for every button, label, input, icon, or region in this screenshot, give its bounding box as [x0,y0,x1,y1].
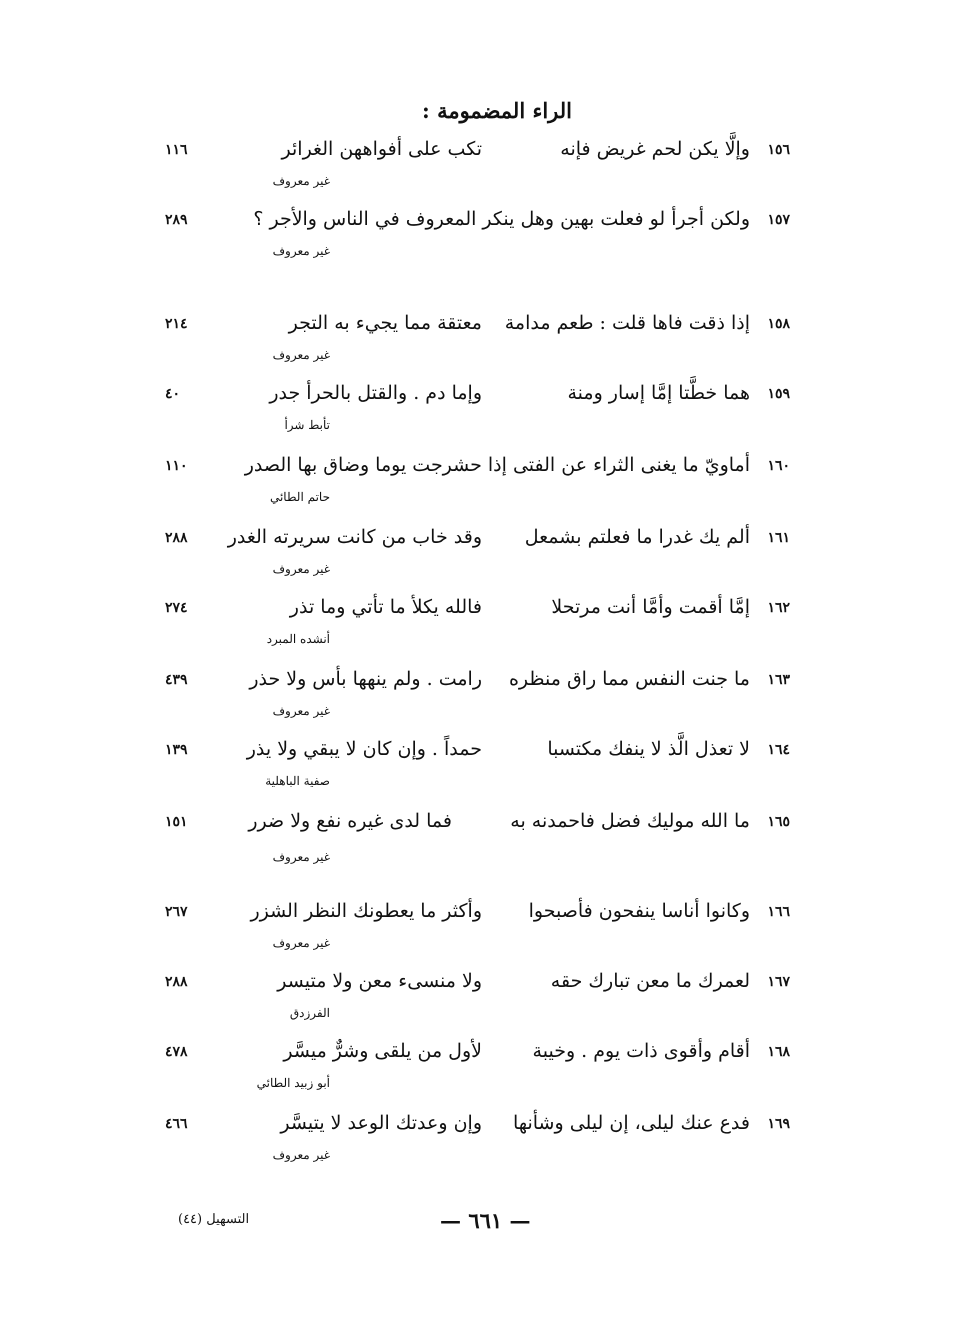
poet-attribution: غير معروف [272,704,330,718]
verse-entry [0,810,962,864]
verse-first-hemistich: لعمرك ما معن تبارك حقه [550,970,750,992]
verse-first-hemistich: وإلَّا يكن لحم غريض فإنه [560,138,750,160]
page-reference: ٤٦٦ [165,1116,188,1132]
verse-entry [0,738,962,788]
verse-number: ١٦٤ [767,742,790,758]
verse-number: ١٦٥ [767,814,790,830]
verse-number: ١٥٧ [767,212,790,228]
verse-first-hemistich: لا تعذل الَّذ لا ينفك مكتسبا [547,738,750,760]
verse-second-hemistich: معتقة مما يجيء به التجر [288,312,482,334]
verse-second-hemistich: وأكثر ما يعطونك النظر الشزر [250,900,482,922]
verse-first-hemistich: وكانوا أناسا ينفحون فأصبحوا [528,900,750,922]
poet-attribution: الفرزدق [289,1006,330,1020]
verse-first-hemistich: فدع عنك ليلى، إن ليلى وشأنها [512,1112,750,1134]
page-reference: ١١٦ [165,142,188,158]
verse-number: ١٦٧ [767,974,790,990]
verse-entry [0,526,962,576]
verse-entry [0,208,962,258]
verse-number: ١٥٩ [767,386,790,402]
page-reference: ٢٨٨ [165,974,188,990]
verse-second-hemistich: حمداً . وإن كان لا يبقي ولا يذر [246,738,482,760]
verse-number: ١٦٨ [767,1044,790,1060]
verse-entry [0,312,962,362]
poet-attribution: غير معروف [272,1148,330,1162]
poet-attribution: صفية الباهلية [265,774,330,788]
verse-second-hemistich: لأول من يلقى وشرٌّ ميسَّر [283,1040,482,1062]
verse-entry [0,454,962,504]
verse-second-hemistich: فما لدى غيره نفع ولا ضرر [248,810,452,832]
verse-entry [0,138,962,188]
verse-second-hemistich: فالله يكلأ ما تأتي وما تذر [289,596,482,618]
page-reference: ٢٨٨ [165,530,188,546]
verse-first-hemistich: إذا ذقت فاها قلت : طعم مدامة [504,312,750,334]
page-reference: ٤٧٨ [165,1044,188,1060]
poet-attribution: غير معروف [272,850,330,864]
verse-entry [0,1112,962,1162]
page-reference: ٢٨٩ [165,212,188,228]
verse-second-hemistich: تكب على أفواههن الغرائر [281,138,482,160]
verse-second-hemistich: رامت . ولم ينهها بأس ولا حذر [249,668,482,690]
verse-second-hemistich: وقد خاب من كانت سريرته الغدر [227,526,482,548]
verse-entry [0,1040,962,1090]
poet-attribution: غير معروف [272,562,330,576]
verse-entry [0,596,962,646]
poet-attribution: غير معروف [272,348,330,362]
poet-attribution: أنشده المبرد [266,632,330,646]
page-reference: ٢١٤ [165,316,188,332]
verse-entry [0,668,962,718]
page-reference: ٤٠ [165,386,181,402]
page-reference: ٢٦٧ [165,904,188,920]
verse-number: ١٦٩ [767,1116,790,1132]
verse-number: ١٦٣ [767,672,790,688]
verse-entry [0,970,962,1020]
verse-second-hemistich: ولا منسىء معن ولا متيسر [277,970,482,992]
page-reference: ٤٣٩ [165,672,188,688]
page-reference: ١٥١ [165,814,188,830]
poet-attribution: أبو زبيد الطائي [256,1076,330,1090]
verse-number: ١٦١ [767,530,790,546]
verse-first-hemistich: أماويّ ما يغنى الثراء عن الفتى إذا حشرجت يوما وضاق بها الصدر [244,454,750,476]
verse-second-hemistich: وإن وعدتك الوعد لا يتيسَّر [280,1112,482,1134]
verse-number: ١٦٦ [767,904,790,920]
page-reference: ١٣٩ [165,742,188,758]
verse-number: ١٥٨ [767,316,790,332]
page-reference: ٢٧٤ [165,600,188,616]
poet-attribution: غير معروف [272,174,330,188]
verse-number: ١٥٦ [767,142,790,158]
poet-attribution: تأبط شرأ [284,418,330,432]
verse-first-hemistich: أقام وأقوى ذات يوم . وخيبة [532,1040,750,1062]
verse-first-hemistich: ما جنت النفس مما راق منظره [508,668,750,690]
verse-second-hemistich: وإما دم . والقتل بالحرأ جدر [269,382,482,404]
verse-number: ١٦٠ [767,458,790,474]
verse-first-hemistich: إمَّا أقمت وأمَّا أنت مرتحلا [551,596,750,618]
book-signature: التسهيل (٤٤) [178,1212,250,1227]
section-heading: الراء المضمومة : [422,98,572,123]
poet-attribution: غير معروف [272,244,330,258]
verse-first-hemistich: ما الله موليك فضل فاحمدنه به [510,810,750,832]
poet-attribution: غير معروف [272,936,330,950]
poet-attribution: حاتم الطائي [269,490,330,504]
verse-first-hemistich: ولكن أجرأ لو فعلت بهين وهل ينكر المعروف في الناس والأجر ؟ [253,208,750,230]
verse-entry [0,900,962,950]
verse-first-hemistich: ألم يك غدرا ما فعلتم بشمعل [524,526,750,548]
page-reference: ١١٠ [165,458,188,474]
verse-number: ١٦٢ [767,600,790,616]
verse-entry [0,382,962,432]
verse-first-hemistich: هما خطَّتا إمَّا إسار ومنة [567,382,750,404]
page-number: — ٦٦١ — [440,1208,531,1233]
